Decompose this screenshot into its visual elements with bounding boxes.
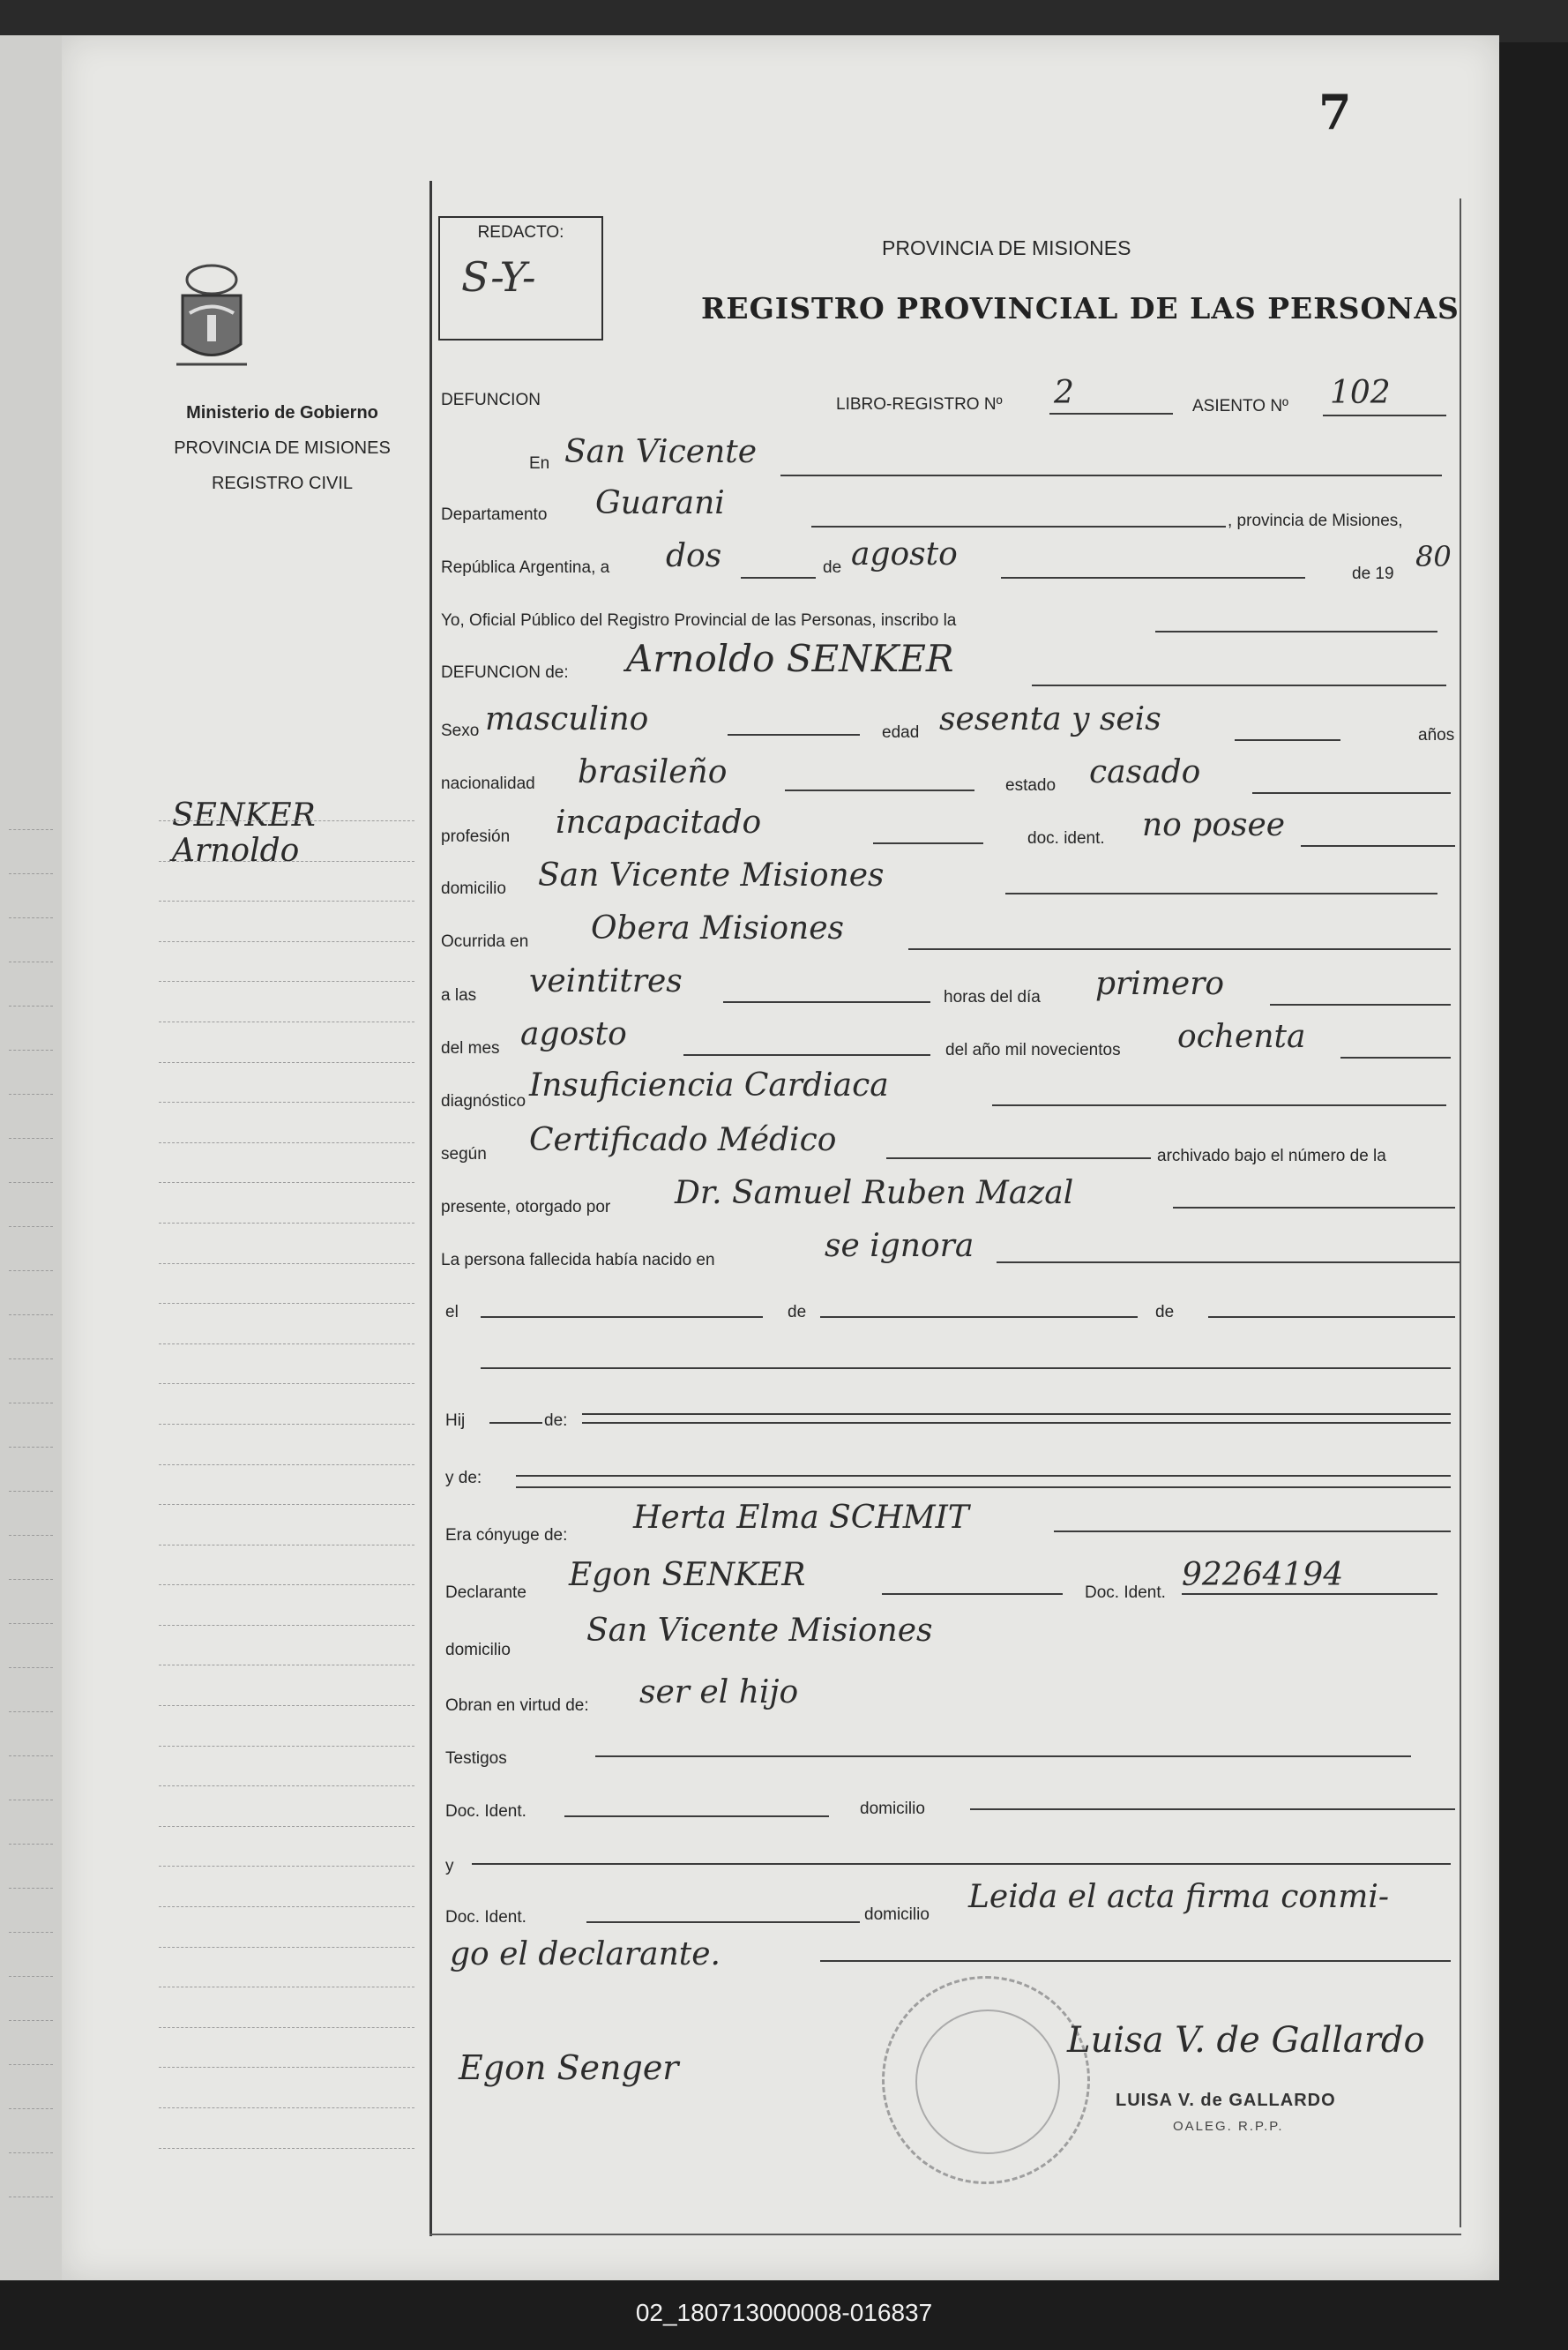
en-label: En [529,454,550,473]
nacido-value: se ignora [825,1228,974,1264]
segun-value: Certificado Médico [529,1122,837,1158]
closing-line-2: go el declarante. [450,1936,721,1972]
obran-value: ser el hijo [639,1674,799,1710]
de2-label: de [788,1303,807,1321]
del-mes-label: del mes [441,1039,500,1058]
ministry-province: PROVINCIA DE MISIONES [174,438,391,458]
t-doc-label: Doc. Ident. [445,1802,526,1821]
presente-label: presente, otorgado por [441,1198,611,1216]
mes-value: agosto [851,536,958,573]
del-mes-value: agosto [520,1016,627,1052]
horas-value: primero [1095,966,1225,1002]
profesion-value: incapacitado [556,805,762,841]
diagnostico-value: Insuficiencia Cardiaca [529,1067,889,1104]
horas-label: horas del día [944,988,1041,1007]
nacionalidad-value: brasileño [578,754,728,790]
anio-value: 80 [1415,540,1452,573]
obran-label: Obran en virtud de: [445,1696,589,1715]
el-label: el [445,1303,459,1321]
anos-label: años [1418,726,1455,745]
declarante-dom-label: domicilio [445,1641,511,1659]
form-frame-left [429,181,432,2236]
header-registry: REGISTRO PROVINCIAL DE LAS PERSONAS [701,291,1460,326]
segun-label: según [441,1145,487,1164]
officer-signature: Luisa V. de Gallardo [1067,2020,1425,2061]
officer-title: OALEG. R.P.P. [1173,2119,1284,2134]
edad-value: sesenta y seis [939,701,1161,737]
form-frame-right [1460,198,1461,2227]
oficial-text: Yo, Oficial Público del Registro Provincial de las Personas, inscribo la [441,611,957,630]
archivado-label: archivado bajo el número de la [1157,1147,1386,1165]
redacto-label: REDACTO: [477,223,564,242]
hij-de-label: de: [544,1411,568,1430]
scan-id-footer: 02_180713000008-016837 [635,2299,933,2326]
en-value: San Vicente [564,434,758,470]
sexo-value: masculino [485,701,649,737]
y-label: y [445,1857,454,1875]
departamento-label: Departamento [441,505,548,524]
form-frame-bottom [429,2234,1461,2235]
republica-label: República Argentina, a [441,558,610,577]
registry-seal [882,1976,1090,2184]
nacido-label: La persona fallecida había nacido en [441,1251,715,1269]
domicilio-label: domicilio [441,879,506,898]
page-number: 7 [1318,84,1352,140]
declarante-doc-value: 92264194 [1182,1557,1344,1593]
dia-value: dos [666,538,722,574]
t2-doc-label: Doc. Ident. [445,1908,526,1927]
conyuge-label: Era cónyuge de: [445,1526,568,1545]
de3-label: de [1155,1303,1175,1321]
sexo-label: Sexo [441,722,480,740]
defuncion-de-label: DEFUNCION de: [441,663,569,682]
anio-label: de 19 [1352,565,1394,583]
a-las-label: a las [441,986,477,1005]
libro-label: LIBRO-REGISTRO Nº [836,395,1003,414]
ministry-block [132,395,432,501]
del-anio-value: ochenta [1177,1019,1306,1055]
declarante-doc-label: Doc. Ident. [1085,1583,1166,1602]
declarante-value: Egon SENKER [569,1557,806,1593]
libro-value: 2 [1054,375,1074,411]
diagnostico-label: diagnóstico [441,1092,526,1111]
closing-line-1: Leida el acta firma conmi- [968,1879,1390,1915]
nacionalidad-label: nacionalidad [441,775,535,793]
estado-label: estado [1005,776,1057,795]
ministry-office: REGISTRO CIVIL [211,474,354,493]
officer-name: LUISA V. de GALLARDO [1116,2091,1336,2110]
previous-page-edge [0,35,65,2280]
ocurrida-value: Obera Misiones [591,910,844,947]
conyuge-value: Herta Elma SCHMIT [633,1500,969,1536]
doc-ident-value: no posee [1142,807,1286,843]
a-las-value: veintitres [529,963,683,999]
margin-surname: SENKER [172,797,316,834]
declarante-label: Declarante [445,1583,526,1602]
domicilio-value: San Vicente Misiones [538,857,885,894]
provincia-suffix: , provincia de Misiones, [1228,512,1403,530]
estado-value: casado [1089,754,1201,790]
defuncion-de-value: Arnoldo SENKER [626,637,954,680]
t-dom-label: domicilio [860,1800,925,1818]
presente-value: Dr. Samuel Ruben Mazal [675,1175,1074,1211]
profesion-label: profesión [441,827,511,846]
edad-label: edad [882,723,920,742]
header-province: PROVINCIA DE MISIONES [882,236,1131,259]
del-anio-label: del año mil novecientos [945,1041,1121,1059]
ministry-name: Ministerio de Gobierno [186,403,378,423]
y-de-label: y de: [445,1469,482,1487]
form-type: DEFUNCION [441,391,541,409]
hij-label: Hij [445,1411,466,1430]
doc-ident-label: doc. ident. [1027,829,1105,848]
coat-of-arms-icon [172,260,251,370]
redacto-box [438,216,603,341]
declarante-signature: Egon Senger [459,2048,679,2087]
de-label: de [823,558,842,577]
margin-given-name: Arnoldo [172,833,300,869]
testigos-label: Testigos [445,1749,507,1768]
asiento-label: ASIENTO Nº [1192,397,1288,415]
redacto-value: S-Y- [461,253,536,301]
t2-dom-label: domicilio [864,1905,930,1924]
departamento-value: Guarani [595,485,725,521]
margin-ruled-lines [159,820,414,2188]
declarante-dom-value: San Vicente Misiones [586,1613,933,1649]
ocurrida-label: Ocurrida en [441,932,529,951]
asiento-value: 102 [1330,375,1391,411]
